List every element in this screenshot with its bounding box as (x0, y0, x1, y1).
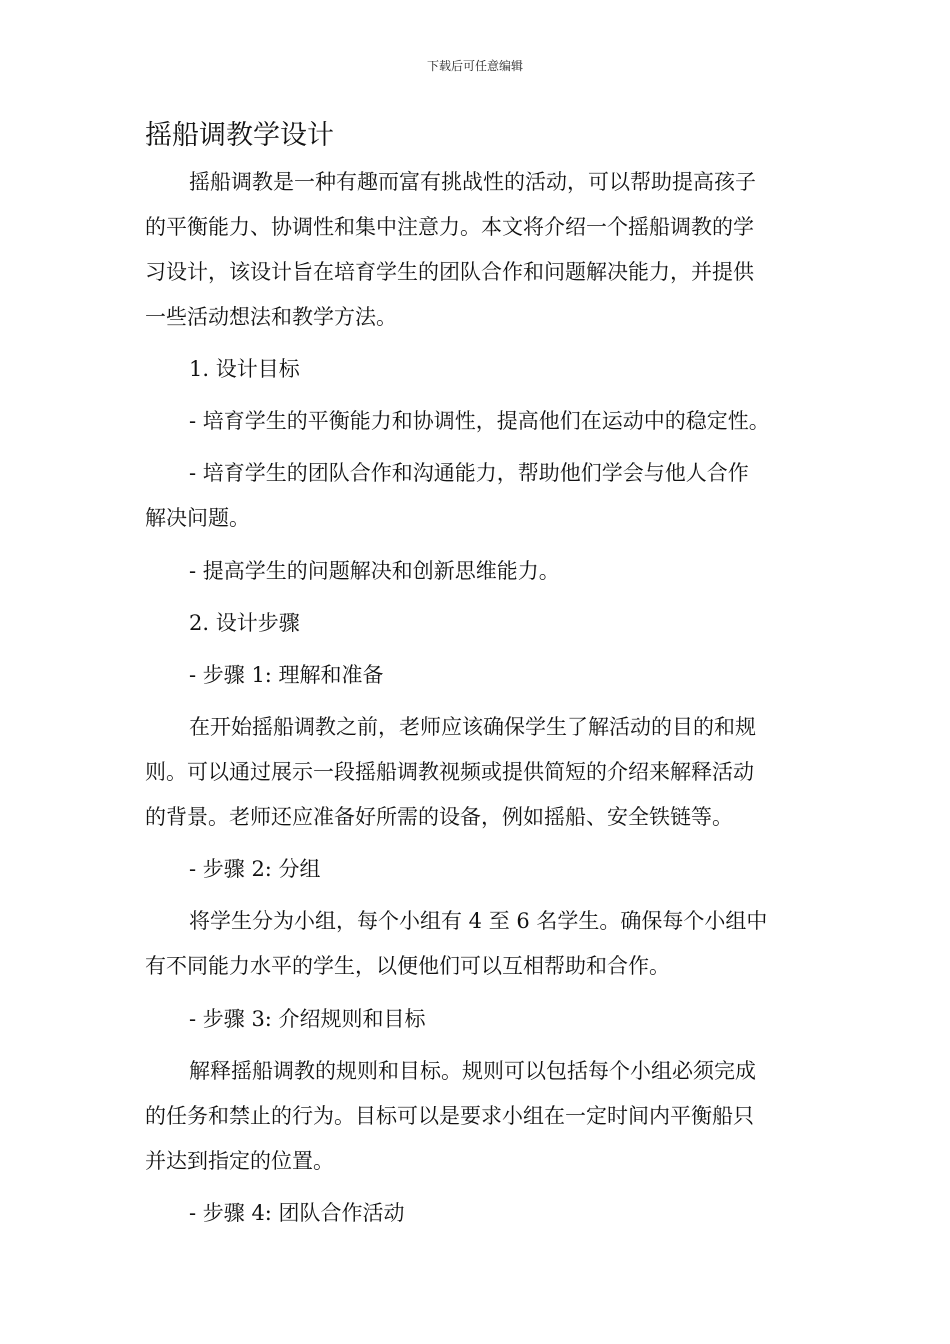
step-2-paragraph (145, 899, 810, 989)
page-header-note: 下载后可任意编辑 (426, 59, 523, 73)
section-1-heading: 1. 设计目标 (189, 357, 300, 381)
text-line: 的任务和禁止的行为。目标可以是要求小组在一定时间内平衡船只 (145, 1104, 754, 1128)
step-3-heading: - 步骤 3: 介绍规则和目标 (189, 1007, 426, 1031)
section-2-heading: 2. 设计步骤 (189, 611, 300, 635)
text-line: 摇船调教是一种有趣而富有挑战性的活动，可以帮助提高孩子 (189, 170, 756, 194)
document-title: 摇船调教学设计 (145, 120, 334, 151)
goal-item-2 (145, 451, 810, 541)
text-line: 的背景。老师还应准备好所需的设备，例如摇船、安全铁链等。 (145, 805, 733, 829)
text-line: 有不同能力水平的学生，以便他们可以互相帮助和合作。 (145, 954, 670, 978)
text-line: - 培育学生的团队合作和沟通能力，帮助他们学会与他人合作 (189, 461, 749, 485)
text-line: 将学生分为小组，每个小组有 4 至 6 名学生。确保每个小组中 (189, 909, 768, 933)
text-line: 则。可以通过展示一段摇船调教视频或提供简短的介绍来解释活动 (145, 760, 754, 784)
step-3-paragraph (145, 1049, 810, 1184)
step-1-heading: - 步骤 1: 理解和准备 (189, 663, 384, 687)
text-line: 解决问题。 (145, 506, 250, 530)
text-line: 的平衡能力、协调性和集中注意力。本文将介绍一个摇船调教的学 (145, 215, 754, 239)
goal-item-3: - 提高学生的问题解决和创新思维能力。 (189, 559, 560, 583)
step-1-paragraph (145, 705, 810, 840)
step-4-heading: - 步骤 4: 团队合作活动 (189, 1201, 405, 1225)
step-2-heading: - 步骤 2: 分组 (189, 857, 321, 881)
text-line: 一些活动想法和教学方法。 (145, 305, 397, 329)
text-line: 解释摇船调教的规则和目标。规则可以包括每个小组必须完成 (189, 1059, 756, 1083)
text-line: 习设计，该设计旨在培育学生的团队合作和问题解决能力，并提供 (145, 260, 754, 284)
intro-paragraph (145, 160, 810, 340)
text-line: 在开始摇船调教之前，老师应该确保学生了解活动的目的和规 (189, 715, 756, 739)
goal-item-1: - 培育学生的平衡能力和协调性，提高他们在运动中的稳定性。 (189, 409, 770, 433)
text-line: 并达到指定的位置。 (145, 1149, 334, 1173)
